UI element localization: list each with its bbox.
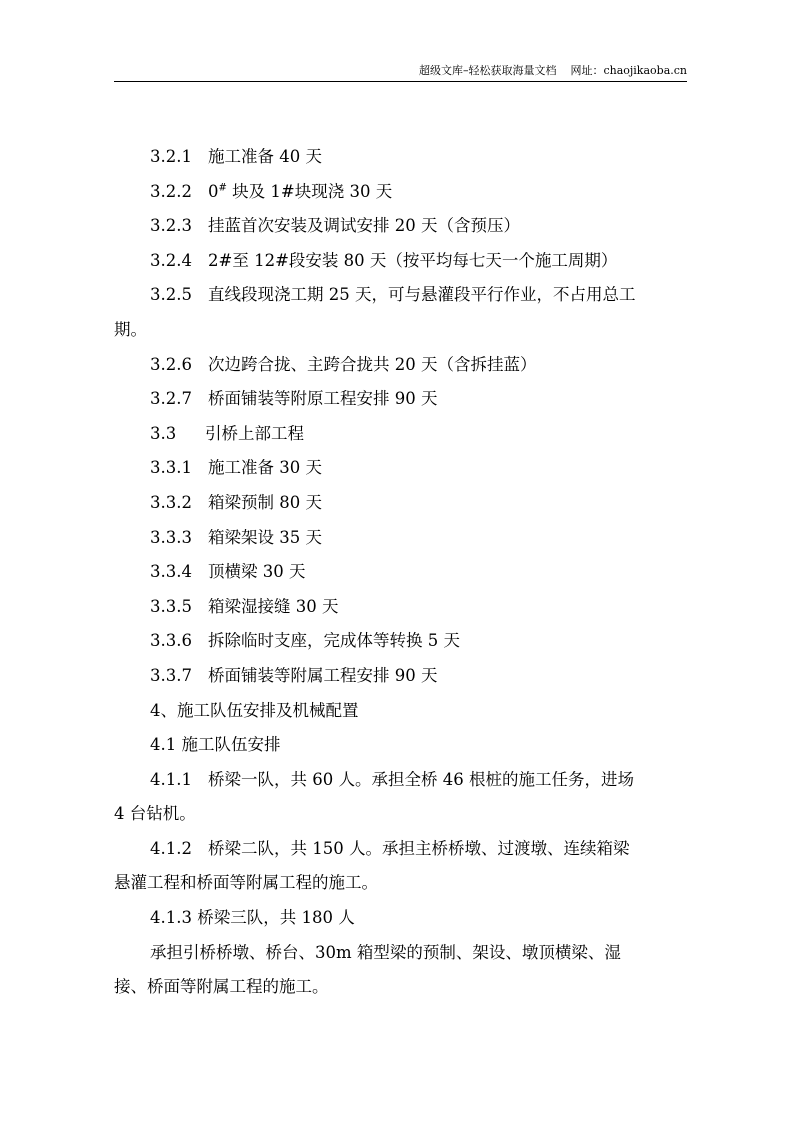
item-number: 3.3.7: [150, 665, 192, 685]
list-item-3-3-4: [114, 555, 689, 590]
header-site-url: 网址：chaojikaoba.cn: [570, 64, 687, 77]
item-number: 3.3.2: [150, 492, 192, 512]
item-text: 施工准备 30 天: [208, 458, 322, 478]
list-item-4-1-1-continuation: 4 台钻机。: [114, 804, 196, 824]
item-number: 3.3: [150, 423, 177, 443]
item-text: 箱梁架设 35 天: [208, 527, 322, 547]
item-text: 顶横梁 30 天: [208, 562, 306, 582]
list-item-4-1-2-continuation: 悬灌工程和桥面等附属工程的施工。: [114, 873, 378, 893]
item-number: 3.3.3: [150, 527, 192, 547]
item-number: 3.3.4: [150, 562, 192, 582]
item-text: 箱梁预制 80 天: [208, 492, 322, 512]
list-item-3-2-7: [114, 382, 689, 417]
item-text: 次边跨合拢、主跨合拢共 20 天（含拆挂蓝）: [208, 354, 537, 374]
item-text-part-b: 块及 1#块现浇 30 天: [232, 181, 393, 201]
item-number: 3.2.2: [150, 181, 192, 201]
section-heading-3-3: [114, 417, 689, 452]
item-text: 桥面铺装等附属工程安排 90 天: [208, 665, 438, 685]
item-number: 3.2.4: [150, 250, 192, 270]
item-text: 2#至 12#段安装 80 天（按平均每七天一个施工周期）: [208, 250, 618, 270]
list-item-3-3-7: [114, 659, 689, 694]
item-text: 桥梁二队，共 150 人。承担主桥桥墩、过渡墩、连续箱梁: [208, 838, 630, 858]
item-number: 3.3.6: [150, 631, 192, 651]
item-text: 引桥上部工程: [205, 423, 304, 443]
section-heading-4: 4、施工队伍安排及机械配置: [150, 700, 359, 720]
list-item-4-1-1: [114, 763, 689, 798]
header-site-name: 超级文库–轻松获取海量文档: [418, 64, 557, 77]
item-number: 3.3.1: [150, 458, 192, 478]
item-number: 3.2.1: [150, 147, 192, 166]
item-text: 桥面铺装等附原工程安排 90 天: [208, 389, 438, 409]
list-item-4-1-3: 4.1.3 桥梁三队，共 180 人: [150, 908, 355, 928]
item-number: 3.2.6: [150, 354, 192, 374]
item-text: 直线段现浇工期 25 天，可与悬灌段平行作业，不占用总工: [208, 285, 636, 305]
item-text-part-a: 0: [208, 181, 219, 201]
paragraph-team-3-continuation: 接、桥面等附属工程的施工。: [114, 977, 329, 997]
list-item-3-3-3: [114, 521, 689, 556]
item-number: 3.2.5: [150, 285, 192, 305]
item-text: 施工准备 40 天: [208, 147, 322, 166]
page-header: [114, 62, 687, 80]
item-number: 3.2.7: [150, 389, 192, 409]
section-heading-4-1: 4.1 施工队伍安排: [150, 735, 281, 755]
document-body: [114, 140, 689, 1005]
item-number: 4.1.2: [150, 838, 192, 858]
list-item-3-3-1: [114, 451, 689, 486]
item-text: 桥梁一队，共 60 人。承担全桥 46 根桩的施工任务，进场: [208, 769, 634, 789]
list-item-3-3-2: [114, 486, 689, 521]
list-item-3-2-6: [114, 348, 689, 383]
list-item-3-3-6: [114, 624, 689, 659]
item-text: 拆除临时支座，完成体等转换 5 天: [208, 631, 460, 651]
list-item-3-2-1: [114, 140, 689, 175]
list-item-3-2-4: [114, 244, 689, 279]
item-number: 4.1.1: [150, 769, 192, 789]
list-item-4-1-2: [114, 832, 689, 867]
item-number: 3.2.3: [150, 216, 192, 236]
list-item-3-3-5: [114, 590, 689, 625]
list-item-3-2-5-continuation: 期。: [114, 319, 147, 339]
item-text: 挂蓝首次安装及调试安排 20 天（含预压）: [208, 216, 520, 236]
header-divider: [114, 81, 687, 82]
item-number: 3.3.5: [150, 596, 192, 616]
superscript-mark: #: [218, 182, 227, 194]
list-item-3-2-3: [114, 209, 689, 244]
paragraph-team-3: 承担引桥桥墩、桥台、30m 箱型梁的预制、架设、墩顶横梁、湿: [150, 942, 621, 962]
item-text: 箱梁湿接缝 30 天: [208, 596, 339, 616]
list-item-3-2-2: [114, 175, 689, 210]
list-item-3-2-5: [114, 278, 689, 313]
